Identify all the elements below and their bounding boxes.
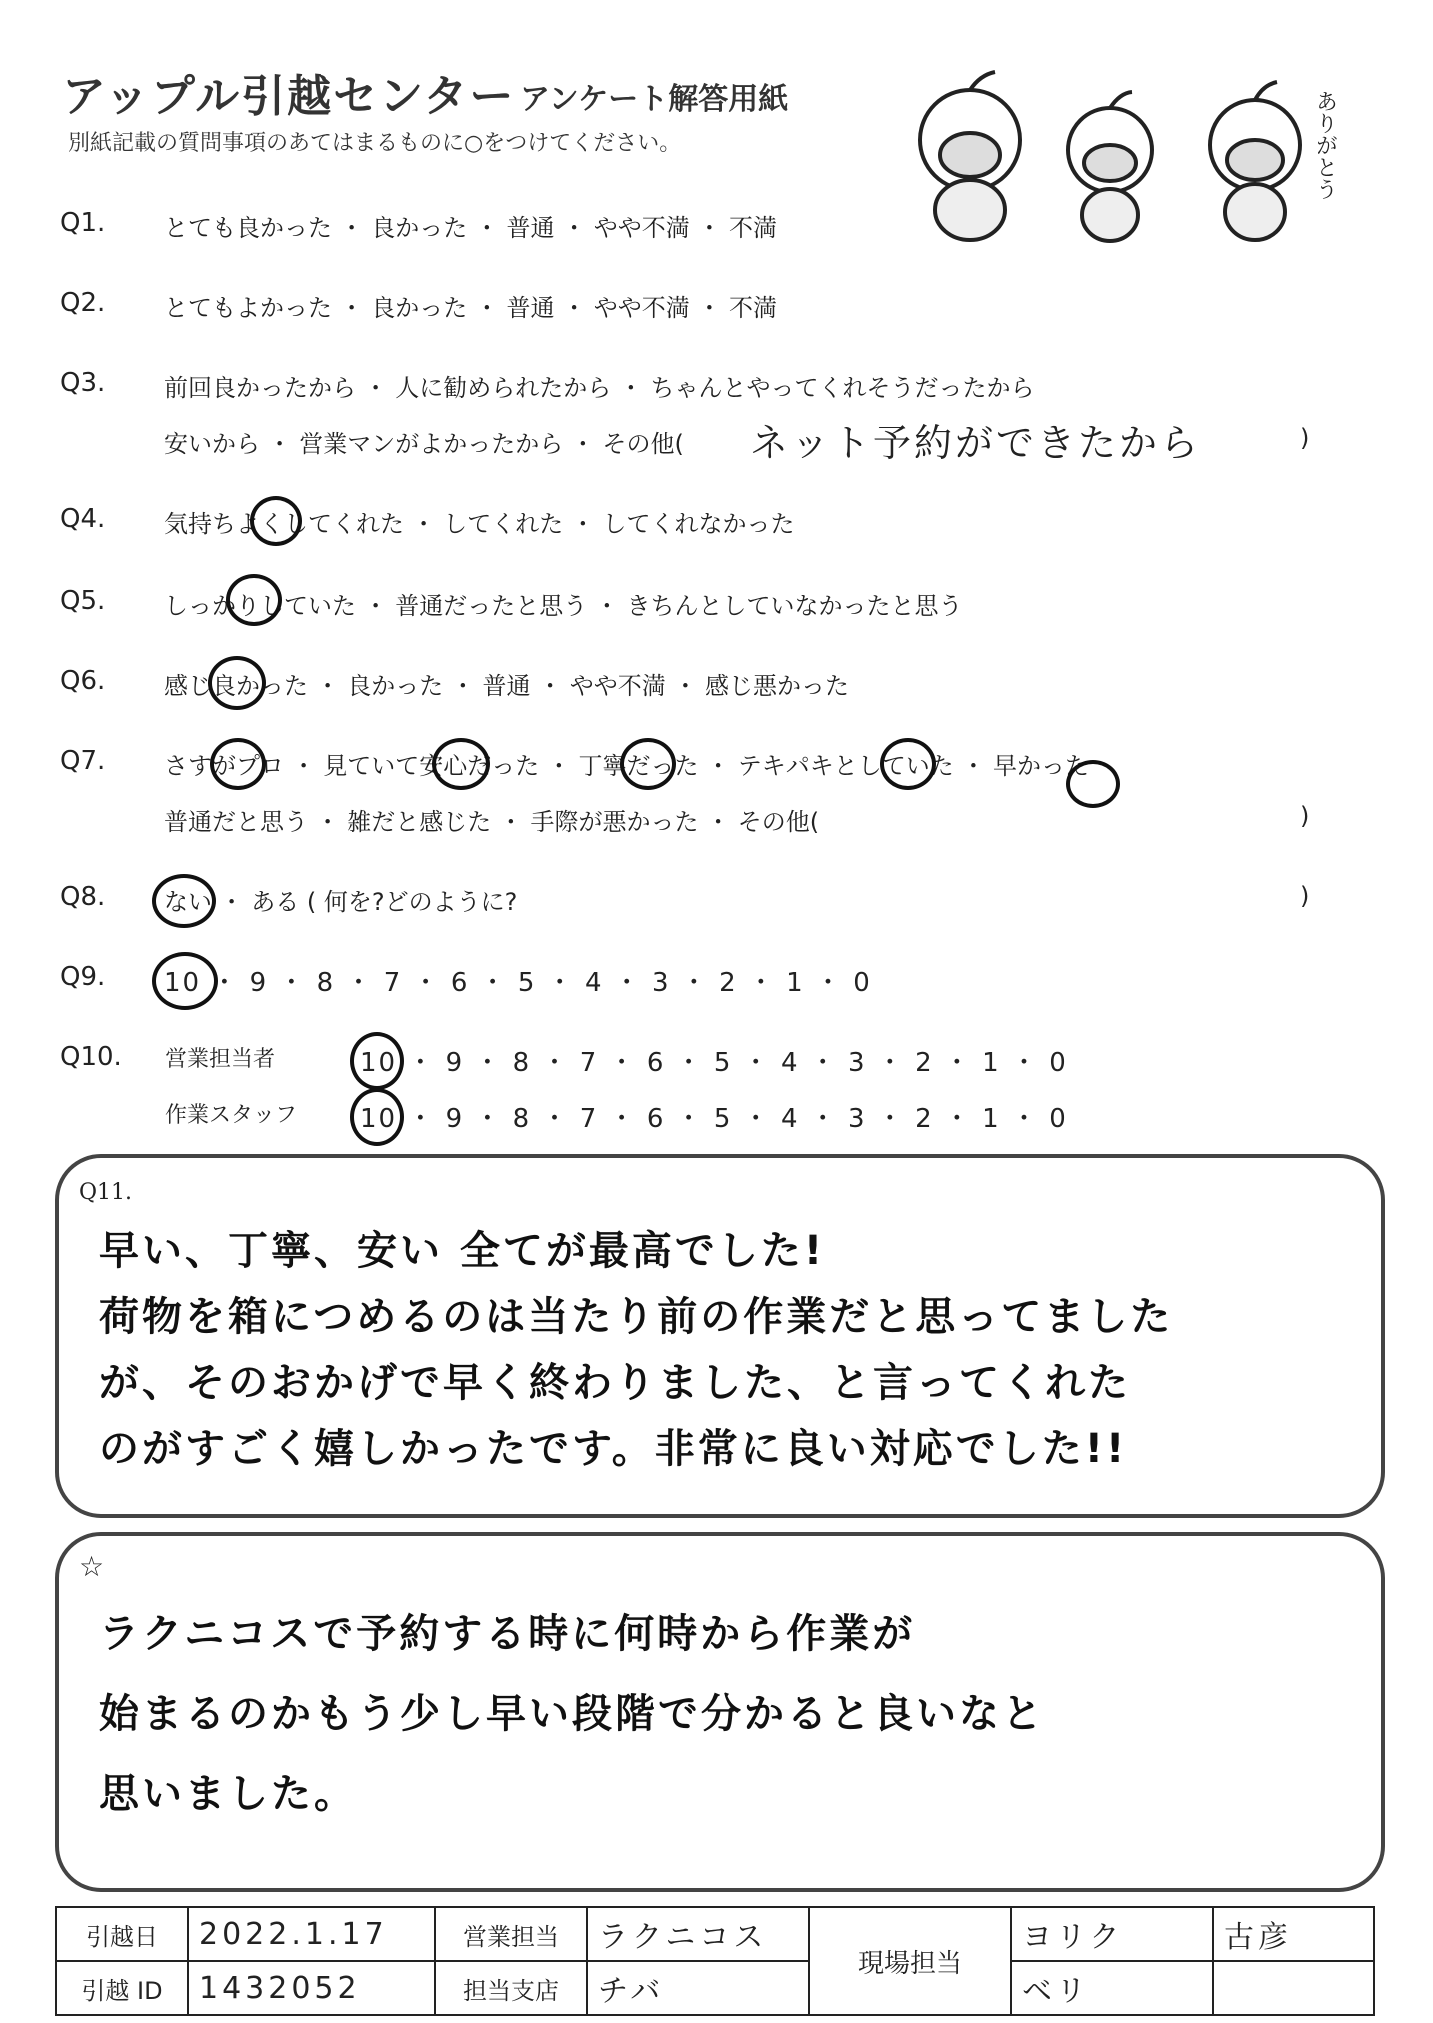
q11-line: 早い、丁寧、安い 全てが最高でした! bbox=[99, 1228, 826, 1274]
star-line: 思いました。 bbox=[99, 1771, 357, 1817]
sales-label: 営業担当 bbox=[435, 1907, 587, 1961]
site-staff-2: 古彦 bbox=[1213, 1907, 1374, 1961]
q5-options[interactable]: しっかりしていた ・ 普通だったと思う ・ きちんとしていなかったと思う bbox=[164, 592, 963, 620]
sales-value: ラクニコス bbox=[587, 1907, 809, 1961]
q11-line: 荷物を箱につめるのは当たり前の作業だと思ってました bbox=[99, 1294, 1174, 1340]
q3-options-line1[interactable]: 前回良かったから ・ 人に勧められたから ・ ちゃんとやってくれそうだったから bbox=[164, 374, 1035, 402]
q8-close-paren: ) bbox=[1300, 882, 1310, 910]
q8-options[interactable]: ない ・ ある ( 何を?どのように? bbox=[164, 888, 518, 916]
move-id-value: 1432052 bbox=[188, 1961, 435, 2015]
answer-circle-q7-hayai bbox=[1066, 760, 1120, 808]
q2-options[interactable]: とてもよかった ・ 良かった ・ 普通 ・ やや不満 ・ 不満 bbox=[164, 294, 778, 322]
move-date-label: 引越日 bbox=[56, 1907, 188, 1961]
question-number: Q5. bbox=[60, 586, 106, 616]
q11-comment bbox=[99, 1218, 1173, 1482]
answer-circle-q5 bbox=[226, 574, 282, 626]
answer-circle-q7-anshin bbox=[432, 738, 490, 790]
site-staff-3: ベリ bbox=[1011, 1961, 1213, 2015]
move-date-value: 2022.1.17 bbox=[188, 1907, 435, 1961]
q11-label: Q11. bbox=[79, 1180, 133, 1205]
mascot-illustration bbox=[900, 70, 1370, 250]
q10-sales-scale[interactable]: 10 ・ 9 ・ 8 ・ 7 ・ 6 ・ 5 ・ 4 ・ 3 ・ 2 ・ 1 ・ 0 bbox=[360, 1048, 1068, 1078]
q1-options[interactable]: とても良かった ・ 良かった ・ 普通 ・ やや不満 ・ 不満 bbox=[164, 214, 778, 242]
branch-value: チバ bbox=[587, 1961, 809, 2015]
answer-circle-q6 bbox=[208, 656, 266, 710]
answer-circle-q10-sales bbox=[350, 1032, 404, 1090]
question-number: Q3. bbox=[60, 368, 106, 398]
q7-close-paren: ) bbox=[1300, 802, 1310, 830]
site-staff-1: ヨリク bbox=[1011, 1907, 1213, 1961]
q11-line: のがすごく嬉しかったです。非常に良い対応でした!! bbox=[99, 1426, 1128, 1472]
q3-options-line2[interactable]: 安いから ・ 営業マンがよかったから ・ その他( bbox=[164, 430, 684, 458]
answer-circle-q7-teinei bbox=[620, 738, 676, 790]
q11-line: が、そのおかげで早く終わりました、と言ってくれた bbox=[99, 1360, 1131, 1406]
question-number: Q8. bbox=[60, 882, 106, 912]
answer-circle-q4 bbox=[250, 496, 302, 546]
question-number: Q4. bbox=[60, 504, 106, 534]
question-number: Q10. bbox=[60, 1042, 122, 1072]
move-info-table bbox=[55, 1906, 1375, 2016]
star-line: ラクニコスで予約する時に何時から作業が bbox=[99, 1611, 916, 1657]
brand-title: アップル引越センター bbox=[62, 71, 516, 122]
q3-other-answer: ネット予約ができたから bbox=[750, 421, 1202, 465]
instruction-text: 別紙記載の質問事項のあてはまるものに○をつけてください。 bbox=[68, 131, 682, 156]
answer-circle-q8 bbox=[152, 874, 216, 928]
site-staff-4 bbox=[1213, 1961, 1374, 2015]
q9-scale[interactable]: 10 ・ 9 ・ 8 ・ 7 ・ 6 ・ 5 ・ 4 ・ 3 ・ 2 ・ 1 ・ 0 bbox=[164, 968, 872, 998]
answer-circle-q7-tekipaki bbox=[880, 738, 936, 790]
site-staff-label: 現場担当 bbox=[809, 1907, 1011, 2015]
answer-circle-q9 bbox=[152, 952, 218, 1010]
star-line: 始まるのかもう少し早い段階で分かると良いなと bbox=[99, 1691, 1045, 1737]
answer-circle-q7-pro bbox=[210, 738, 266, 790]
q3-close-paren: ) bbox=[1300, 424, 1310, 452]
question-number: Q1. bbox=[60, 208, 106, 238]
question-number: Q7. bbox=[60, 746, 106, 776]
question-number: Q6. bbox=[60, 666, 106, 696]
q4-options[interactable]: 気持ちよくしてくれた ・ してくれた ・ してくれなかった bbox=[164, 510, 795, 538]
q7-options-line1[interactable]: さすがプロ ・ 見ていて安心だった ・ 丁寧だった ・ テキパキとしていた ・ 早かった bbox=[164, 752, 1090, 780]
star-comment-box bbox=[55, 1532, 1385, 1892]
move-id-label: 引越 ID bbox=[56, 1961, 188, 2015]
branch-label: 担当支店 bbox=[435, 1961, 587, 2015]
q6-options[interactable]: 感じ良かった ・ 良かった ・ 普通 ・ やや不満 ・ 感じ悪かった bbox=[164, 672, 850, 700]
question-number: Q9. bbox=[60, 962, 106, 992]
q10-staff-label: 作業スタッフ bbox=[165, 1103, 298, 1128]
answer-circle-q10-staff bbox=[350, 1088, 404, 1146]
mascot-text: ありがとう bbox=[1312, 90, 1338, 200]
q10-sales-label: 営業担当者 bbox=[165, 1047, 276, 1072]
form-subtitle: アンケート解答用紙 bbox=[520, 82, 789, 117]
question-number: Q2. bbox=[60, 288, 106, 318]
q7-options-line2[interactable]: 普通だと思う ・ 雑だと感じた ・ 手際が悪かった ・ その他( bbox=[164, 808, 820, 836]
q11-comment-box bbox=[55, 1154, 1385, 1518]
star-comment bbox=[99, 1594, 1045, 1834]
q10-staff-scale[interactable]: 10 ・ 9 ・ 8 ・ 7 ・ 6 ・ 5 ・ 4 ・ 3 ・ 2 ・ 1 ・ 0 bbox=[360, 1104, 1068, 1134]
star-label: ☆ bbox=[79, 1550, 105, 1583]
